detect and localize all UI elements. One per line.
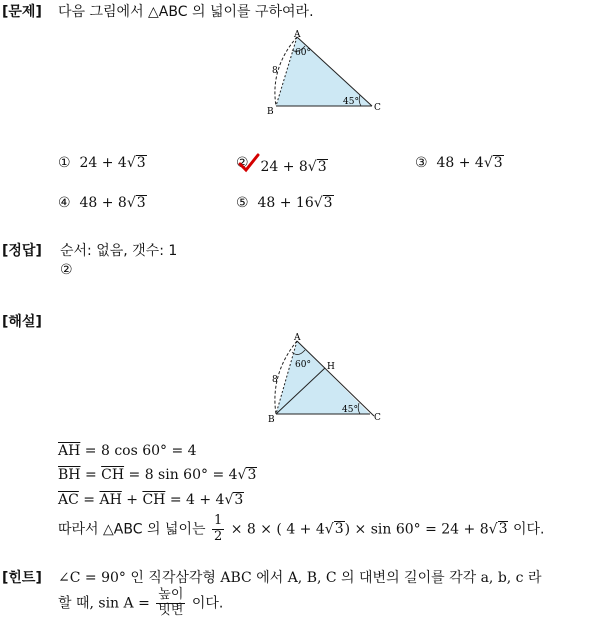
choice-3[interactable]: ③ 48 + 4√3 <box>415 155 503 171</box>
sol-vertex-h: H <box>327 362 335 372</box>
sol-angle-a: 60° <box>295 360 311 370</box>
vertex-c: C <box>374 103 381 113</box>
solution-label: [해설] <box>2 314 42 330</box>
sol-vertex-c: C <box>374 413 381 423</box>
hint-line-1: ∠C = 90° 인 직각삼각형 ABC 에서 A, B, C 의 대변의 길이를 각각 a, b, c 라 <box>58 570 542 586</box>
triangle-figure <box>262 28 388 118</box>
problem-text: 다음 그림에서 △ABC 의 넓이를 구하여라. <box>58 4 314 20</box>
angle-c-label: 45° <box>343 97 359 107</box>
problem-label: [문제] <box>2 4 42 20</box>
choice-1[interactable]: ① 24 + 4√3 <box>58 155 146 171</box>
choice-1-number: ① <box>58 155 71 171</box>
sol-vertex-b: B <box>268 415 275 424</box>
solution-line-4: 따라서 △ABC 의 넓이는 $\frac{1}{2}$ × 8 × ( 4 + 4√3) × sin 60° = 24 + 8√3 이다. <box>58 513 545 544</box>
side-label: 8 <box>272 66 278 76</box>
answer-mark: ② <box>60 262 73 278</box>
choice-2[interactable]: ② 24 + 8√3 <box>236 155 327 175</box>
sol-angle-c: 45° <box>342 405 358 415</box>
answer-order: 순서: 없음, 갯수: 1 <box>60 243 178 259</box>
vertex-b: B <box>267 107 274 117</box>
solution-line-3: $\overline{AC} = \overline{AH} + \overline{CH} = 4 + 4√3$ <box>58 492 244 508</box>
hint-label: [힌트] <box>2 570 42 586</box>
choice-5[interactable]: ⑤ 48 + 16√3 <box>236 195 333 211</box>
angle-a-label: 60° <box>295 48 311 58</box>
solution-line-2: $\overline{BH} = \overline{CH} = 8$ sin 60° = 4√3 <box>58 467 257 483</box>
sol-side-label: 8 <box>272 375 278 385</box>
sol-vertex-a: A <box>294 333 301 343</box>
vertex-a: A <box>294 30 301 40</box>
choice-3-number: ③ <box>415 155 428 171</box>
solution-line-1: $\overline{AH} = 8$ cos 60° = 4 <box>58 443 197 459</box>
solution-figure <box>262 332 388 424</box>
hint-line-2: 할 때, sin A = $\frac{\text{높이}}{\text{빗변}}$ 이다. <box>58 587 224 618</box>
check-icon <box>236 155 256 171</box>
triangle-fill <box>276 37 372 106</box>
choice-4[interactable]: ④ 48 + 8√3 <box>58 195 146 211</box>
answer-label: [정답] <box>2 243 42 259</box>
choice-5-number: ⑤ <box>236 195 249 211</box>
choice-4-number: ④ <box>58 195 71 211</box>
choice-2-number: ② <box>236 155 249 171</box>
